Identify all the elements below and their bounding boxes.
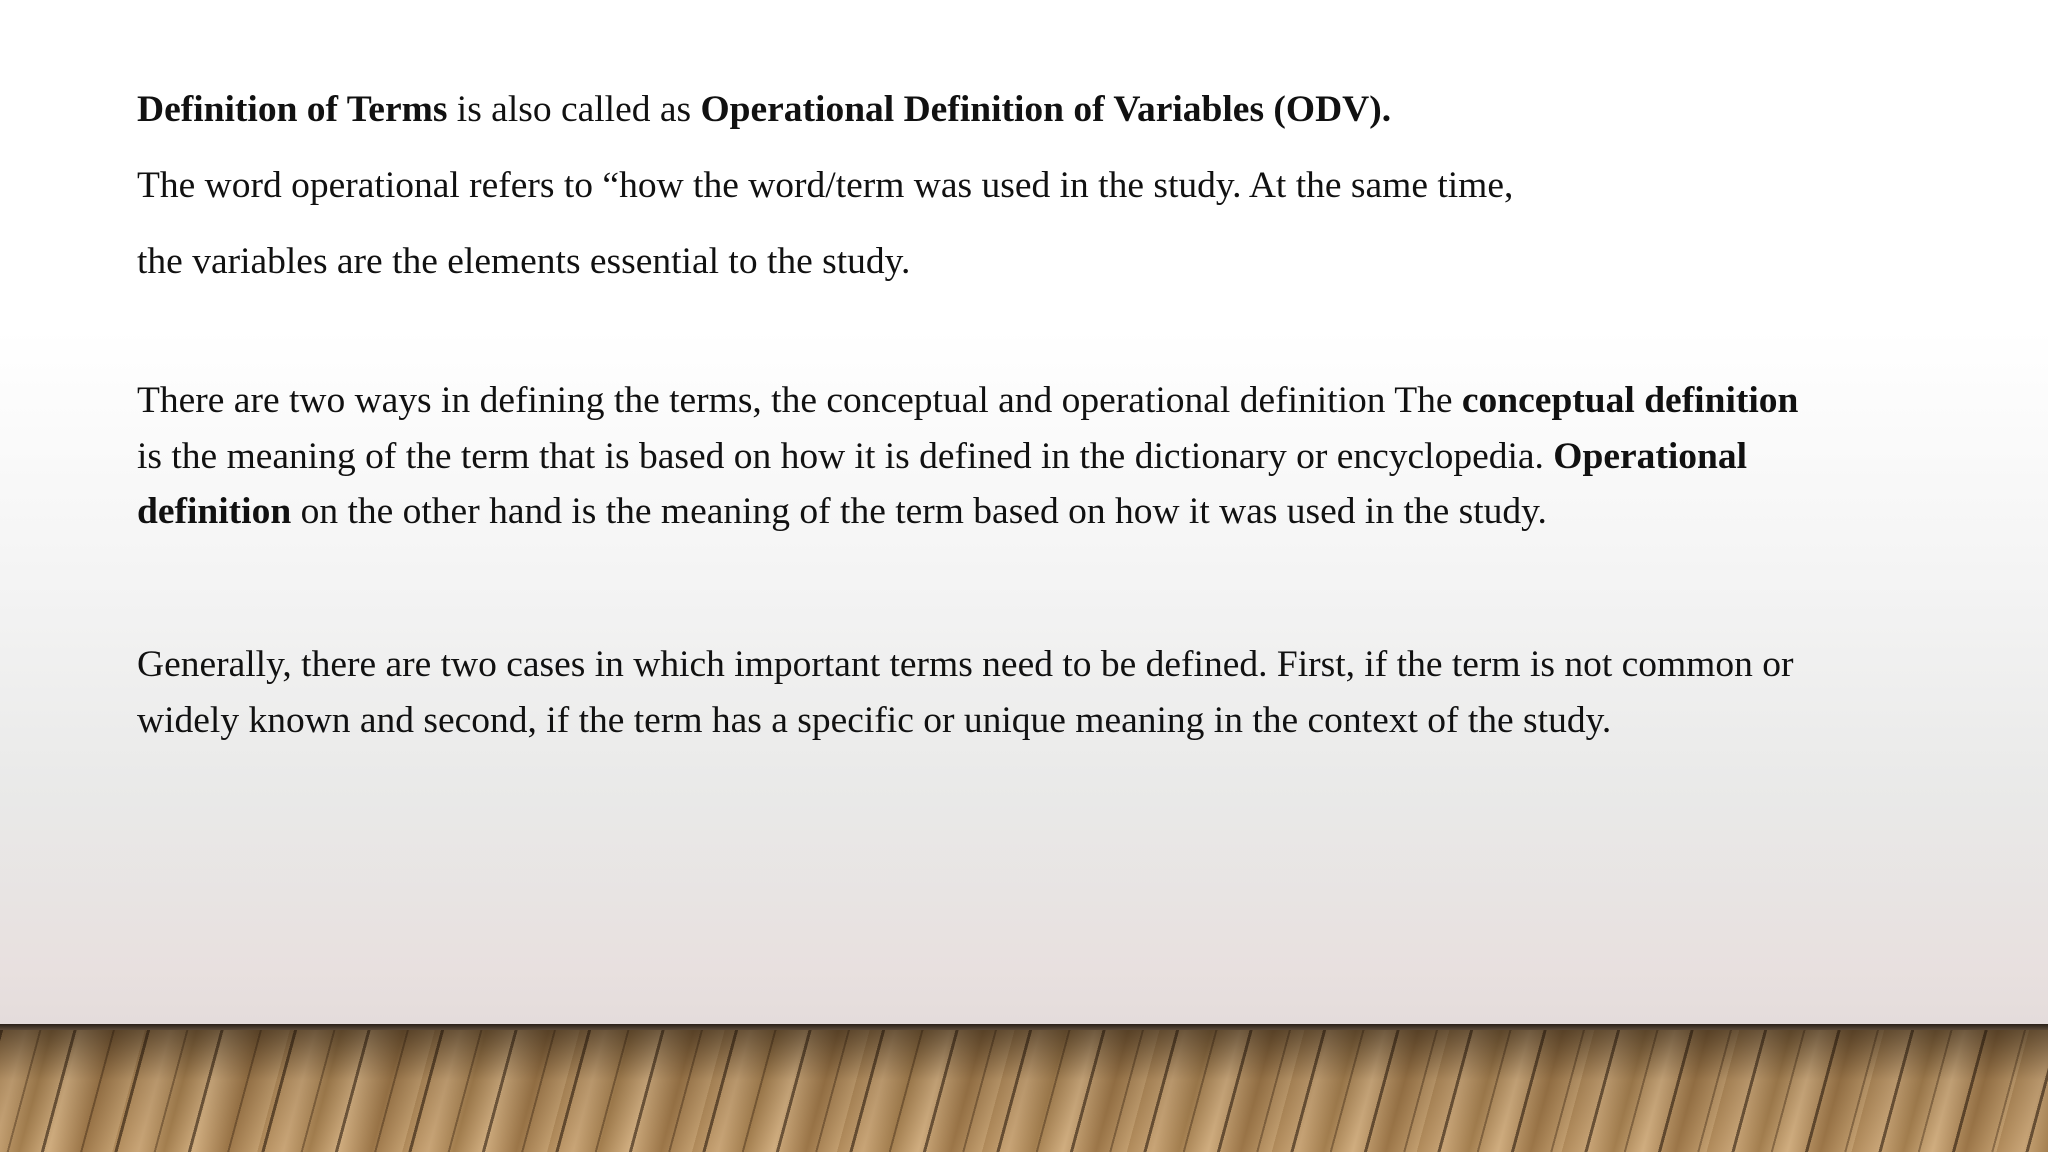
- paragraph1-line1: [137, 72, 1937, 148]
- text-span: on the other hand is the meaning of the term based on how it was used in the study.: [291, 491, 1547, 532]
- term-odv: Operational Definition of Variables (ODV).: [700, 89, 1392, 130]
- term-definition-of-terms: Definition of Terms: [137, 89, 448, 130]
- paragraph-two-ways: [137, 373, 1937, 540]
- text-span: is also called as: [447, 89, 701, 130]
- paragraph2-line2: [137, 429, 1937, 485]
- floor-shadow: [0, 1030, 2048, 1152]
- paragraph-definition-of-terms: [137, 72, 1937, 300]
- term-conceptual-definition: conceptual definition: [1461, 380, 1799, 421]
- paragraph2-line1: [137, 373, 1937, 429]
- text-span: There are two ways in defining the terms, the conceptual and operational definition The: [137, 380, 1462, 421]
- term-operational: Operational: [1553, 435, 1748, 477]
- paragraph2-line3: [137, 484, 1937, 540]
- paragraph3-line2: widely known and second, if the term has a specific or unique meaning in the context of the study.: [137, 699, 1612, 741]
- paragraph-two-cases: [137, 637, 1937, 748]
- text-span: is the meaning of the term that is based on how it is defined in the dictionary or encyclopedia.: [137, 435, 1554, 477]
- term-definition: definition: [137, 491, 292, 532]
- paragraph3-line1: Generally, there are two cases in which important terms need to be defined. First, if the term is not common or: [137, 644, 1794, 685]
- paragraph1-line2: The word operational refers to “how the word/term was used in the study. At the same time,: [137, 165, 1514, 206]
- paragraph1-line3: the variables are the elements essential to the study.: [137, 241, 911, 282]
- slide-content: [137, 72, 1937, 741]
